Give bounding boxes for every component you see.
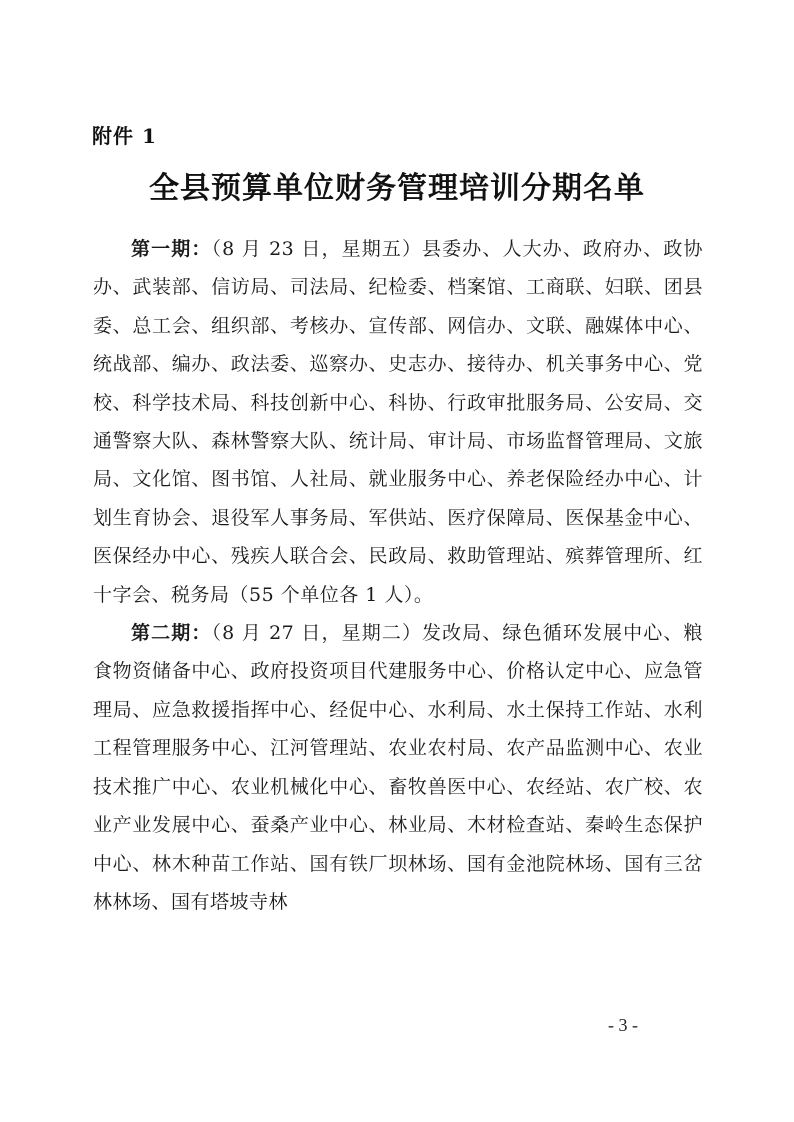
phase-1-paragraph bbox=[93, 230, 703, 614]
document-title: 全县预算单位财务管理培训分期名单 bbox=[149, 171, 645, 206]
phase-2-paragraph bbox=[93, 614, 703, 921]
page-number: - 3 - bbox=[608, 1015, 638, 1035]
phase-2-text: （8 月 27 日，星期二）发改局、绿色循环发展中心、粮食物资储备中心、政府投资项目代建服务中心、价格认定中心、应急管理局、应急救援指挥中心、经促中心、水利局、水土保持工作站、水利工程管理服务中心、江河管理站、农业农村局、农产品监测中心、农业技术推广中心、农业机械化中心、畜牧兽医中心、农经站、农广校、农业产业发展中心、蚕桑产业中心、林业局、木材检查站、秦岭生态保护中心、林木种苗工作站、国有铁厂坝林场、国有金池院林场、国有三岔林林场、国有塔坡寺林 bbox=[93, 622, 703, 913]
document-body bbox=[93, 230, 703, 921]
phase-1-label: 第一期： bbox=[131, 238, 212, 260]
attachment-label: 附件 1 bbox=[92, 124, 157, 148]
phase-1-text: （8 月 23 日，星期五）县委办、人大办、政府办、政协办、武装部、信访局、司法局、纪检委、档案馆、工商联、妇联、团县委、总工会、组织部、考核办、宣传部、网信办、文联、融媒体中心、统战部、编办、政法委、巡察办、史志办、接待办、机关事务中心、党校、科学技术局、科技创新中心、科协、行政审批服务局、公安局、交通警察大队、森林警察大队、统计局、审计局、市场监督管理局、文旅局、文化馆、图书馆、人社局、就业服务中心、养老保险经办中心、计划生育协会、退役军人事务局、军供站、医疗保障局、医保基金中心、医保经办中心、残疾人联合会、民政局、救助管理站、殡葬管理所、红十字会、税务局（55 个单位各 1 人）。 bbox=[93, 238, 703, 606]
phase-2-label: 第二期： bbox=[131, 622, 212, 645]
